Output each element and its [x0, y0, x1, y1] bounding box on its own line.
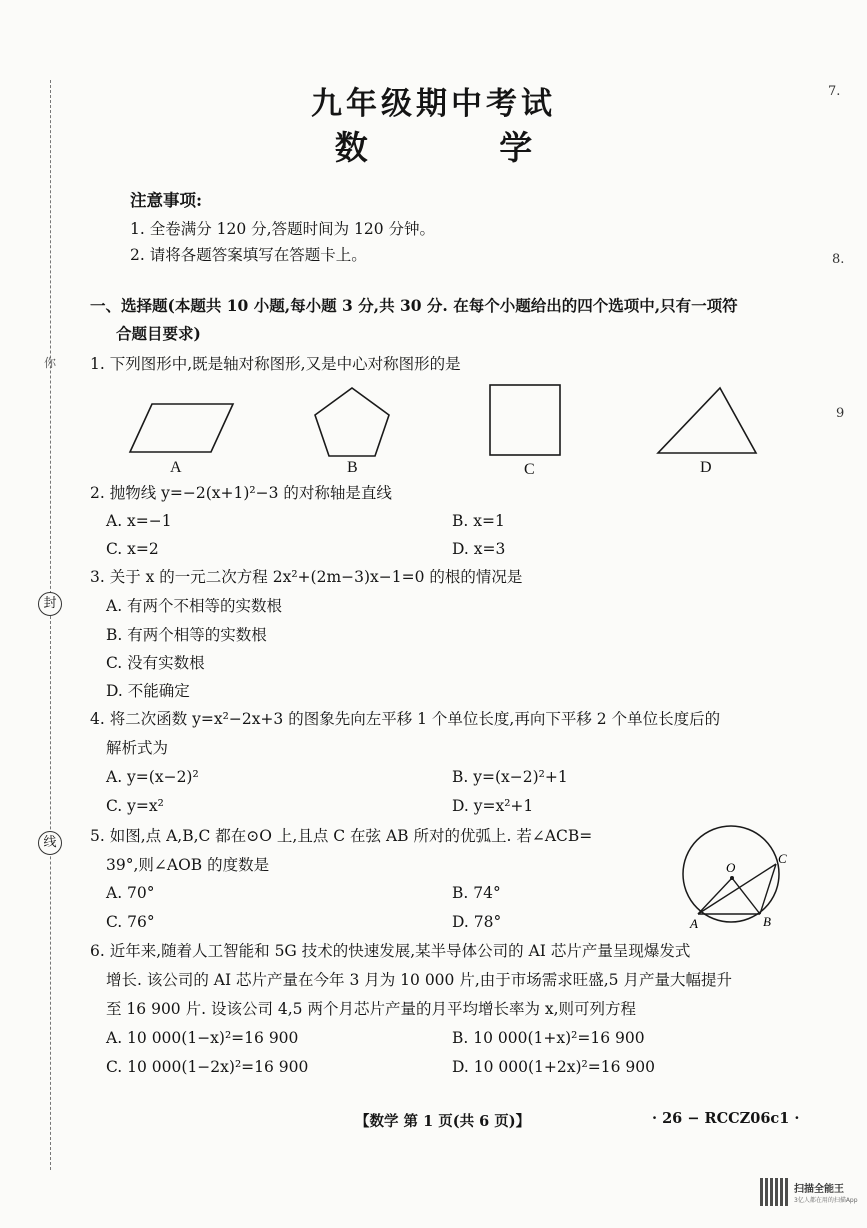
- option-b: B. 74°: [452, 884, 501, 902]
- segment-ac: [698, 864, 776, 914]
- line-mark: 线: [38, 831, 62, 855]
- question-1-stem: 1. 下列图形中,既是轴对称图形,又是中心对称图形的是: [90, 355, 461, 373]
- label-c: C: [778, 851, 787, 866]
- qr-code-icon: [760, 1178, 788, 1206]
- page-footer: 【数学 第 1 页(共 6 页)】: [355, 1113, 531, 1130]
- subject-title: 数 学: [334, 128, 593, 167]
- edge-number-7: 7.: [828, 84, 841, 99]
- label-a: A: [690, 916, 698, 931]
- question-6-stem-cont: 增长. 该公司的 AI 芯片产量在今年 3 月为 10 000 片,由于市场需求旺盛,5 月产量大幅提升: [106, 971, 732, 989]
- center-point: [730, 876, 734, 880]
- option-a: A. 有两个不相等的实数根: [106, 597, 283, 615]
- option-c: C. y=x²: [106, 797, 164, 815]
- notes-heading: 注意事项:: [130, 191, 203, 210]
- option-d: D. 不能确定: [106, 682, 190, 700]
- scanner-watermark: [794, 1180, 858, 1204]
- question-6-stem: 6. 近年来,随着人工智能和 5G 技术的快速发展,某半导体公司的 AI 芯片产量呈现爆发式: [90, 942, 691, 960]
- option-a: A. 10 000(1−x)²=16 900: [106, 1029, 299, 1047]
- scanner-sub: 3亿人都在用的扫描App: [794, 1197, 858, 1204]
- option-c: C. 76°: [106, 913, 155, 931]
- option-a: A. 70°: [106, 884, 155, 902]
- margin-note: 你: [44, 356, 57, 370]
- figure-label-b: B: [347, 459, 358, 476]
- figure-label-d: D: [700, 459, 712, 476]
- question-2-stem: 2. 抛物线 y=−2(x+1)²−3 的对称轴是直线: [90, 484, 392, 502]
- question-5-stem-cont: 39°,则∠AOB 的度数是: [106, 856, 270, 874]
- option-c: C. 没有实数根: [106, 654, 205, 672]
- seal-mark: 封: [38, 592, 62, 616]
- exam-title: 九年级期中考试: [311, 86, 556, 122]
- option-b: B. x=1: [452, 512, 505, 530]
- question-6-stem-cont2: 至 16 900 片. 设该公司 4,5 两个月芯片产量的月平均增长率为 x,则可列方程: [106, 1000, 637, 1018]
- option-a: A. y=(x−2)²: [106, 768, 199, 786]
- option-d: D. 78°: [452, 913, 502, 931]
- option-b: B. y=(x−2)²+1: [452, 768, 568, 786]
- binding-line: [50, 80, 51, 1170]
- option-b: B. 有两个相等的实数根: [106, 626, 267, 644]
- square-figure: [490, 385, 560, 455]
- option-d: D. y=x²+1: [452, 797, 534, 815]
- figure-label-c: C: [524, 461, 535, 478]
- scanner-name: 扫描全能王: [794, 1184, 844, 1195]
- paper-code: · 26 − RCCZ06c1 ·: [652, 1110, 800, 1127]
- section-heading: 一、选择题(本题共 10 小题,每小题 3 分,共 30 分. 在每个小题给出的四个选项中,只有一项符: [90, 296, 738, 315]
- question-4-stem-cont: 解析式为: [106, 739, 169, 757]
- note-item: 1. 全卷满分 120 分,答题时间为 120 分钟。: [130, 220, 436, 238]
- figure-label-a: A: [170, 459, 182, 476]
- q1-figures: [0, 380, 867, 490]
- triangle-figure: [658, 388, 756, 453]
- pentagon-figure: [315, 388, 389, 456]
- question-3-stem: 3. 关于 x 的一元二次方程 2x²+(2m−3)x−1=0 的根的情况是: [90, 568, 523, 586]
- option-c: C. 10 000(1−2x)²=16 900: [106, 1058, 309, 1076]
- option-c: C. x=2: [106, 540, 159, 558]
- section-heading-cont: 合题目要求): [116, 324, 201, 343]
- label-b: B: [763, 914, 771, 929]
- question-5-stem: 5. 如图,点 A,B,C 都在⊙O 上,且点 C 在弦 AB 所对的优弧上. 若∠ACB=: [90, 827, 593, 845]
- edge-number-8: 8.: [832, 252, 845, 267]
- parallelogram-figure: [130, 404, 233, 452]
- option-a: A. x=−1: [106, 512, 172, 530]
- question-4-stem: 4. 将二次函数 y=x²−2x+3 的图象先向左平移 1 个单位长度,再向下平移 2 个单位长度后的: [90, 710, 721, 728]
- circle-figure: [672, 826, 802, 936]
- edge-number-9: 9: [836, 406, 845, 421]
- option-d: D. x=3: [452, 540, 506, 558]
- option-b: B. 10 000(1+x)²=16 900: [452, 1029, 645, 1047]
- label-o: O: [726, 860, 736, 875]
- note-item: 2. 请将各题答案填写在答题卡上。: [130, 246, 367, 264]
- option-d: D. 10 000(1+2x)²=16 900: [452, 1058, 655, 1076]
- segment-bc: [760, 864, 776, 914]
